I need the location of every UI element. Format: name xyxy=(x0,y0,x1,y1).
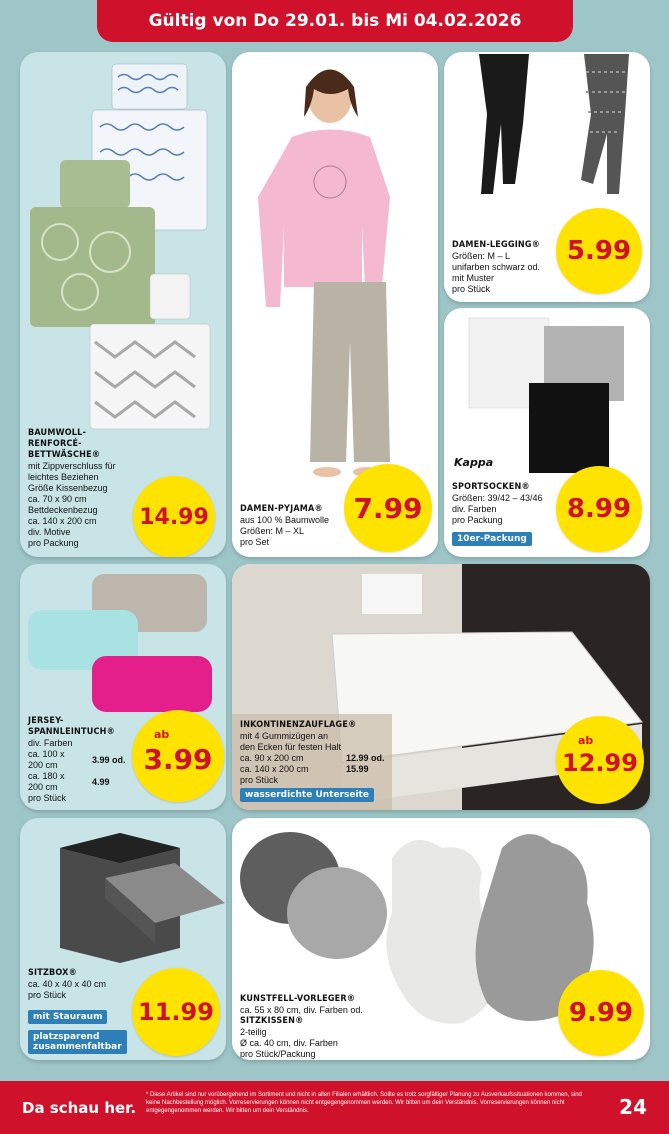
leggings-line: mit Muster xyxy=(452,273,495,283)
jersey-size-2-price: 4.99 xyxy=(92,776,110,787)
leggings-line: Größen: M – L xyxy=(452,251,511,261)
jersey-size-2: ca. 180 x 200 cm xyxy=(28,771,65,792)
pad-size-2: ca. 140 x 200 cm xyxy=(240,764,309,774)
box-title: SITZBOX® xyxy=(28,968,77,978)
socks-pack-label: 10er-Packung xyxy=(457,534,527,544)
validity-banner xyxy=(97,0,573,42)
box-price: 11.99 xyxy=(138,998,214,1026)
rug-description xyxy=(240,994,440,1060)
pyjama-title: DAMEN-PYJAMA® xyxy=(240,504,323,514)
pyjama-price: 7.99 xyxy=(353,491,423,525)
bedding-description xyxy=(28,428,148,549)
leggings-price-badge xyxy=(556,208,642,294)
pyjama-price-badge xyxy=(344,464,432,552)
socks-description xyxy=(452,482,572,526)
box-line: ca. 40 x 40 x 40 cm xyxy=(28,979,107,989)
bedding-title: BAUMWOLL- RENFORCÉ- BETTWÄSCHE® xyxy=(28,428,101,460)
pad-line: den Ecken für festen Halt xyxy=(240,742,342,752)
jersey-title: JERSEY- SPANNLEINTUCH® xyxy=(28,716,115,737)
footer-note: * Diese Artikel sind nur vorübergehend im Sortiment und nicht in allen Filialen erhältlich. Sollte es trotz sorgfältiger Planung zu Ausverkaufssituationen kommen, sind keine Nachbestellung möglich. Vorreservierungen können nicht entgegengenommen werden. Wir bitten um dein Verständnis. Vorreservierungen können nicht entgegengenommen werden. Wir bitten um dein Verständnis. xyxy=(146,1092,582,1114)
jersey-price: 3.99 xyxy=(143,742,213,776)
rug-price: 9.99 xyxy=(568,998,634,1028)
kappa-logo-text: Kappa xyxy=(454,456,494,469)
pad-size-1-price: 12.99 od. xyxy=(346,753,385,763)
leggings-description xyxy=(452,240,572,295)
bedding-line: ca. 70 x 90 cm xyxy=(28,494,87,504)
socks-line: pro Packung xyxy=(452,515,503,525)
socks-price-badge xyxy=(556,466,642,552)
jersey-per: pro Stück xyxy=(28,793,67,803)
validity-text: Gültig von Do 29.01. bis Mi 04.02.2026 xyxy=(148,11,522,31)
product-card-pad[interactable] xyxy=(232,564,650,810)
jersey-description xyxy=(28,716,148,804)
pad-waterproof-label: wasserdichte Unterseite xyxy=(245,790,369,800)
product-card-socks[interactable] xyxy=(444,308,650,557)
footer xyxy=(0,1081,669,1134)
leggings-line: pro Stück xyxy=(452,284,491,294)
jersey-line: div. Farben xyxy=(28,738,73,748)
box-storage-badge xyxy=(28,1010,107,1024)
product-card-leggings[interactable] xyxy=(444,52,650,302)
kappa-logo xyxy=(454,456,493,469)
pad-price: 12.99 xyxy=(562,749,638,777)
socks-pack-badge xyxy=(452,532,532,546)
box-description xyxy=(28,968,148,1001)
socks-line: Größen: 39/42 – 43/46 xyxy=(452,493,543,503)
leggings-line: unifarben schwarz od. xyxy=(452,262,541,272)
bedding-price: 14.99 xyxy=(139,504,209,530)
pad-description xyxy=(240,720,420,786)
socks-image xyxy=(444,308,650,478)
bedding-line: pro Packung xyxy=(28,538,79,548)
rug-line: Ø ca. 40 cm, div. Farben xyxy=(240,1038,338,1048)
bedding-line: mit Zippverschluss für xyxy=(28,461,116,471)
rug-line: pro Stück/Packung xyxy=(240,1049,316,1059)
product-card-rug[interactable] xyxy=(232,818,650,1060)
pyjama-line: aus 100 % Baumwolle xyxy=(240,515,330,525)
product-card-jersey[interactable] xyxy=(20,564,226,810)
product-card-box[interactable] xyxy=(20,818,226,1060)
rug-title: KUNSTFELL-VORLEGER® xyxy=(240,994,356,1004)
pyjama-line: Größen: M – XL xyxy=(240,526,305,536)
page-number: 24 xyxy=(619,1095,647,1119)
box-price-badge xyxy=(132,968,220,1056)
box-foldable-label: platzsparend zusammenfaltbar xyxy=(33,1032,122,1052)
pyjama-image xyxy=(232,52,438,492)
box-foldable-badge xyxy=(28,1030,127,1054)
jersey-image xyxy=(20,564,226,714)
pyjama-line: pro Set xyxy=(240,537,270,547)
bedding-price-badge xyxy=(133,476,215,557)
socks-line: div. Farben xyxy=(452,504,497,514)
bedding-line: ca. 140 x 200 cm xyxy=(28,516,97,526)
jersey-price-badge xyxy=(132,710,224,802)
bedding-line: Größe Kissenbezug xyxy=(28,483,108,493)
leggings-price: 5.99 xyxy=(566,236,632,266)
box-image xyxy=(20,818,226,968)
pad-line: mit 4 Gummizügen an xyxy=(240,731,329,741)
bedding-line: Bettdeckenbezug xyxy=(28,505,98,515)
product-card-pyjama[interactable] xyxy=(232,52,438,557)
bedding-line: leichtes Beziehen xyxy=(28,472,99,482)
pad-per: pro Stück xyxy=(240,775,279,785)
bedding-line: div. Motive xyxy=(28,527,71,537)
pad-size-2-price: 15.99 xyxy=(346,764,369,774)
bedding-image xyxy=(20,52,226,432)
pad-price-prefix: ab xyxy=(578,734,594,747)
footer-slogan: Da schau her. xyxy=(22,1099,137,1117)
leggings-title: DAMEN-LEGGING® xyxy=(452,240,541,250)
socks-price: 8.99 xyxy=(566,494,632,524)
box-line: pro Stück xyxy=(28,990,67,1000)
pad-price-badge xyxy=(556,716,644,804)
pad-size-1: ca. 90 x 200 cm xyxy=(240,753,304,763)
box-storage-label: mit Stauraum xyxy=(33,1012,103,1022)
socks-title: SPORTSOCKEN® xyxy=(452,482,530,492)
rug-price-badge xyxy=(558,970,644,1056)
rug-line: ca. 55 x 80 cm, div. Farben od. xyxy=(240,1005,363,1015)
jersey-size-1: ca. 100 x 200 cm xyxy=(28,749,65,770)
pyjama-description xyxy=(240,504,360,548)
product-card-bedding[interactable] xyxy=(20,52,226,557)
rug-title-2: SITZKISSEN® xyxy=(240,1016,304,1026)
jersey-size-1-price: 3.99 od. xyxy=(92,754,126,765)
jersey-price-prefix: ab xyxy=(154,728,170,741)
rug-line: 2-teilig xyxy=(240,1027,267,1037)
pad-waterproof-badge xyxy=(240,788,374,802)
pad-title: INKONTINENZAUFLAGE® xyxy=(240,720,357,730)
